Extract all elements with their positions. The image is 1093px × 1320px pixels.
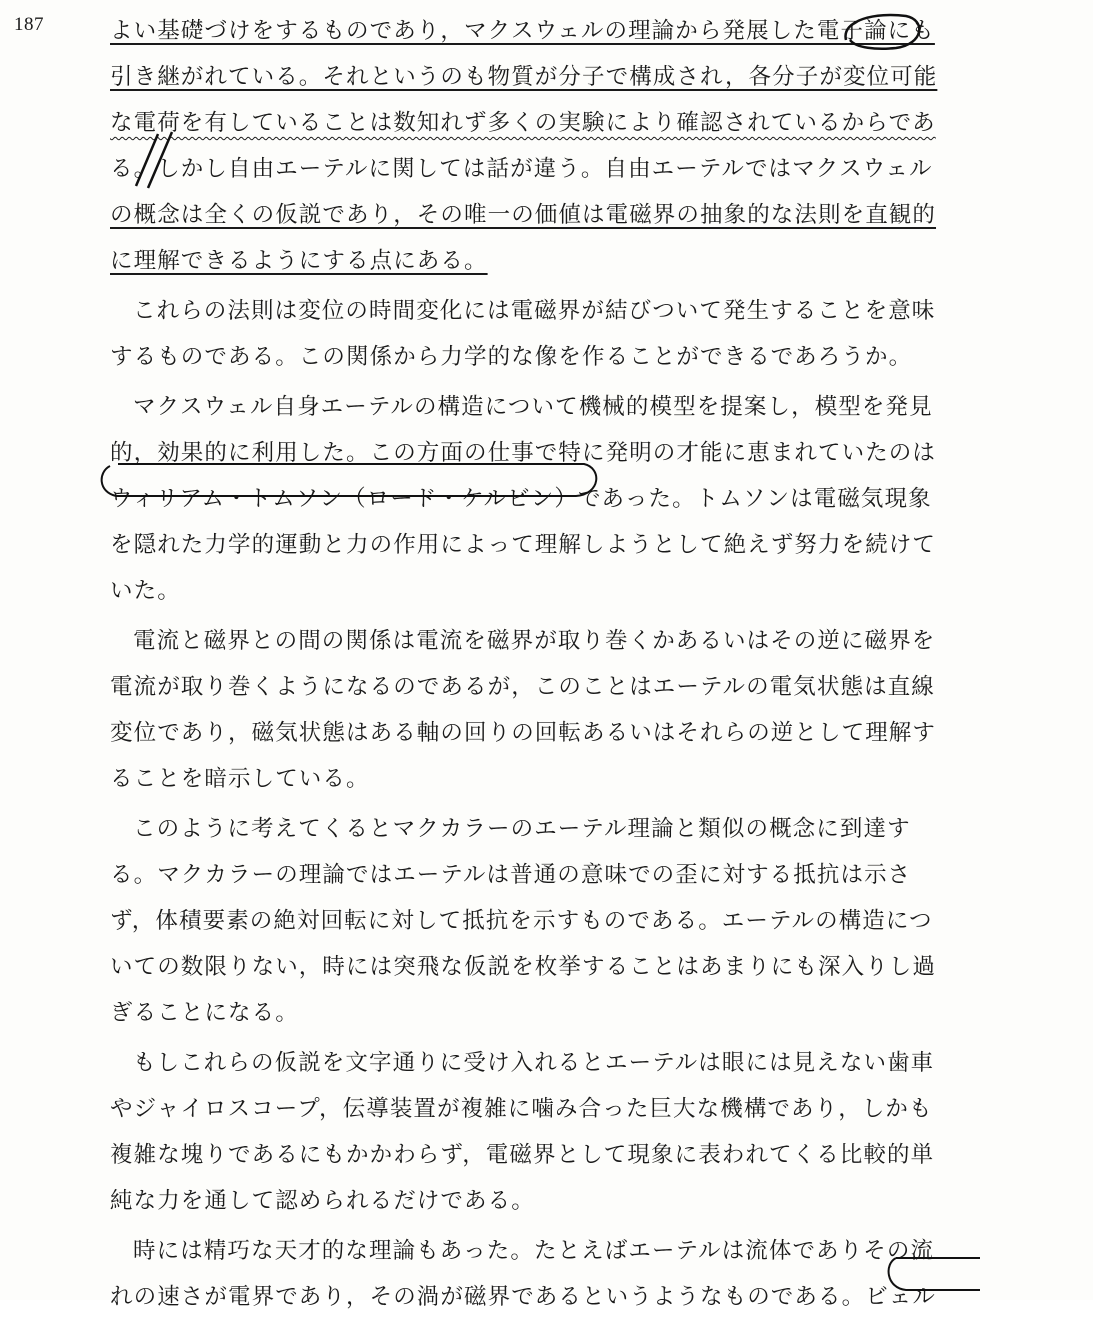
text-span: 電流が取り巻くようになるのであるが，このことはエーテルの電気状態は直線 — [110, 674, 935, 700]
text-span: やジャイロスコープ，伝導装置が複雑に噛み合った巨大な機構であり，しかも — [110, 1096, 933, 1122]
text-span: よい基礎づけをするものであり，マクスウェルの理論から発展した電子論にも — [110, 18, 935, 44]
text-line — [110, 852, 972, 898]
text-span: な電荷を有していることは数知れず多くの実験により確認されているからであ — [110, 110, 936, 136]
paragraph-start-line — [110, 384, 972, 430]
text-line — [110, 522, 972, 568]
text-span: ウィリアム・トムソン（ロード・ケルビン）であった。トムソンは電磁気現象 — [110, 486, 932, 512]
text-span: ず，体積要素の絶対回転に対して抵抗を示すものである。エーテルの構造につ — [110, 908, 933, 934]
text-line — [110, 430, 972, 476]
text-line — [110, 8, 972, 54]
text-line — [110, 476, 972, 522]
text-line — [110, 1086, 972, 1132]
text-span: 的，効果的に利用した。この方面の仕事で特に発明の才能に恵まれていたのは — [110, 440, 937, 466]
paragraph-start-line — [110, 1040, 972, 1086]
text-span: するものである。この関係から力学的な像を作ることができるであろうか。 — [110, 344, 913, 370]
text-span: これらの法則は変位の時間変化には電磁界が結びついて発生することを意味 — [133, 298, 936, 324]
text-line — [110, 990, 972, 1036]
text-span: に理解できるようにする点にある。 — [110, 248, 488, 274]
text-line — [110, 146, 972, 192]
text-line — [110, 1274, 972, 1320]
text-span: れの速さが電界であり，その渦が磁界であるというようなものである。ビェル — [110, 1284, 937, 1310]
text-line — [110, 100, 972, 146]
text-line — [110, 1178, 972, 1224]
text-line — [110, 238, 972, 284]
text-span: もしこれらの仮説を文字通りに受け入れるとエーテルは眼には見えない歯車 — [133, 1050, 935, 1076]
text-line — [110, 54, 972, 100]
text-span: マクスウェル自身エーテルの構造について機械的模型を提案し，模型を発見 — [133, 394, 933, 420]
text-span: 複雑な塊りであるにもかかわらず，電磁界として現象に表われてくる比較的単 — [110, 1142, 935, 1168]
text-span: 電流と磁界との間の関係は電流を磁界が取り巻くかあるいはその逆に磁界を — [133, 628, 936, 654]
text-line — [110, 710, 972, 756]
text-span: 変位であり，磁気状態はある軸の回りの回転あるいはそれらの逆として理解す — [110, 720, 937, 746]
text-line — [110, 334, 972, 380]
text-line — [110, 898, 972, 944]
text-line — [110, 756, 972, 802]
text-line — [110, 192, 972, 238]
text-line — [110, 664, 972, 710]
text-span: いての数限りない，時には突飛な仮説を枚挙することはあまりにも深入りし過 — [110, 954, 937, 980]
text-span: 時には精巧な天才的な理論もあった。たとえばエーテルは流体でありその流 — [133, 1238, 935, 1264]
text-span: る。マクカラーの理論ではエーテルは普通の意味での歪に対する抵抗は示さ — [110, 862, 912, 888]
text-line — [110, 944, 972, 990]
paragraph-start-line — [110, 806, 972, 852]
paragraph-start-line — [110, 288, 972, 334]
text-span: 純な力を通して認められるだけである。 — [110, 1188, 535, 1214]
text-span: を隠れた力学的運動と力の作用によって理解しようとして絶えず努力を続けて — [110, 532, 937, 558]
text-line — [110, 1132, 972, 1178]
text-line — [110, 568, 972, 614]
text-span: このように考えてくるとマクカラーのエーテル理論と類似の概念に到達す — [133, 816, 911, 842]
page-number: 187 — [14, 14, 44, 35]
body-text — [110, 8, 972, 1320]
text-span: 引き継がれている。それというのも物質が分子で構成され，各分子が変位可能 — [110, 64, 938, 90]
text-span: の概念は全くの仮説であり，その唯一の価値は電磁界の抽象的な法則を直観的 — [110, 202, 937, 228]
text-span: る。しかし自由エーテルに関しては話が違う。自由エーテルではマクスウェル — [110, 156, 933, 182]
paragraph-start-line — [110, 1228, 972, 1274]
text-span: ぎることになる。 — [110, 1000, 299, 1026]
text-span: ることを暗示している。 — [110, 766, 370, 792]
paragraph-start-line — [110, 618, 972, 664]
text-span: いた。 — [110, 578, 181, 604]
